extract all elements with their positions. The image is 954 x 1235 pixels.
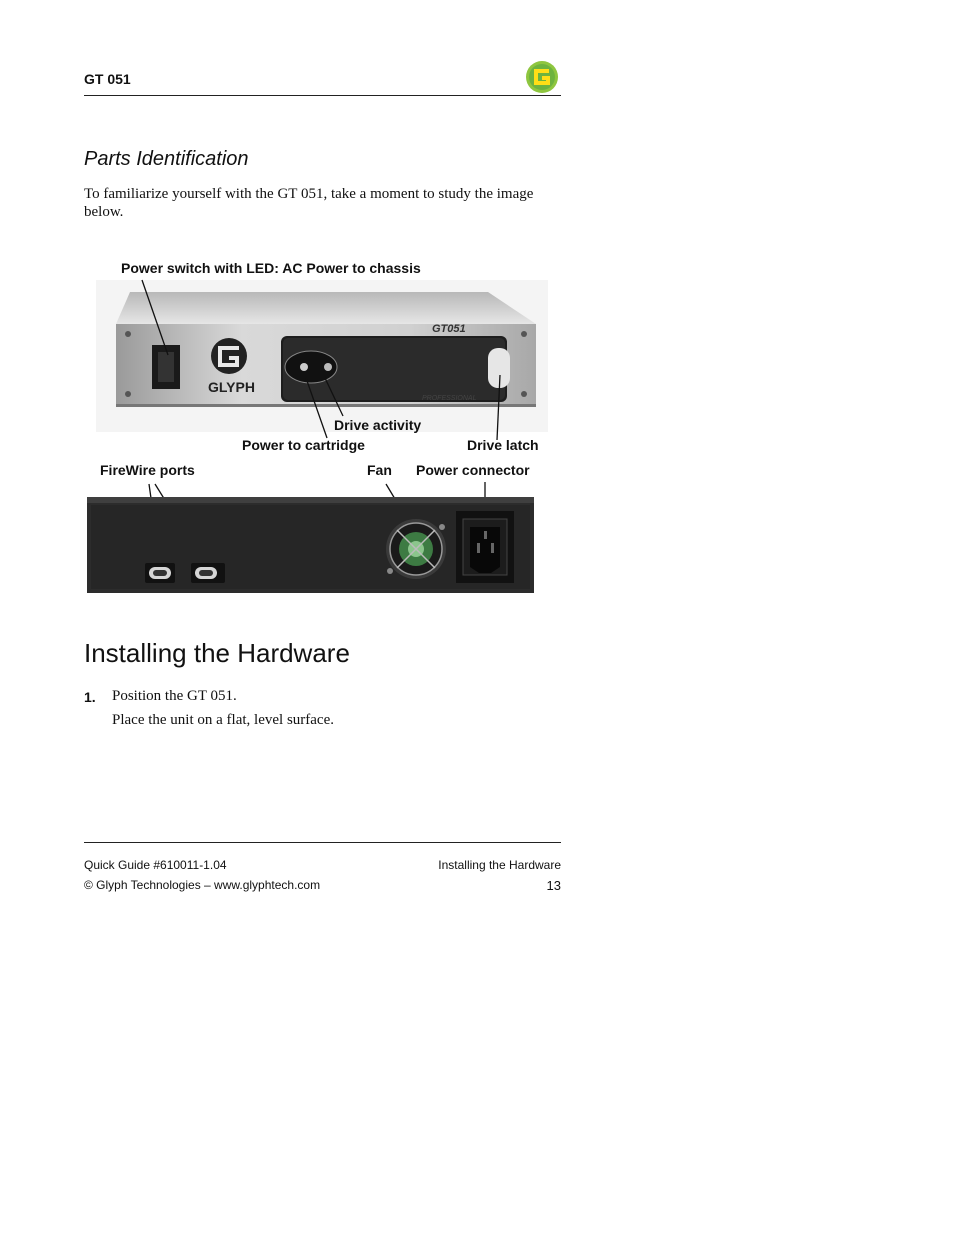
footer-guide-number: Quick Guide #610011-1.04 xyxy=(84,858,227,872)
svg-text:PROFESSIONAL: PROFESSIONAL xyxy=(422,395,477,402)
rear-panel-image xyxy=(87,497,534,593)
label-drive-latch: Drive latch xyxy=(467,437,539,453)
footer-section: Installing the Hardware xyxy=(438,858,561,872)
label-power-connector: Power connector xyxy=(416,462,530,478)
section-heading: Parts Identification xyxy=(84,148,249,170)
svg-text:GLYPH: GLYPH xyxy=(208,379,255,395)
page-number: 13 xyxy=(546,878,561,893)
label-power-switch: Power switch with LED: AC Power to chassis xyxy=(121,260,421,276)
step-detail: Place the unit on a flat, level surface. xyxy=(112,712,334,728)
footer-divider xyxy=(84,842,561,843)
running-header: GT 051 xyxy=(84,71,131,87)
footer-copyright: © Glyph Technologies – www.glyphtech.com xyxy=(84,878,321,892)
fan xyxy=(386,519,446,579)
power-connector xyxy=(456,511,514,583)
install-heading: Installing the Hardware xyxy=(84,638,350,668)
label-power-to-cartridge: Power to cartridge xyxy=(242,437,365,453)
label-firewire-ports: FireWire ports xyxy=(100,462,195,478)
intro-paragraph: To familiarize yourself with the GT 051, take a moment to study the image below. xyxy=(84,186,534,220)
firewire-port-1 xyxy=(145,563,175,583)
label-drive-activity: Drive activity xyxy=(334,417,422,433)
step-number: 1. xyxy=(84,689,96,705)
firewire-port-2 xyxy=(191,563,225,583)
svg-text:GT051: GT051 xyxy=(432,323,466,335)
step-text: Position the GT 051. xyxy=(112,688,237,704)
label-fan: Fan xyxy=(367,462,392,478)
